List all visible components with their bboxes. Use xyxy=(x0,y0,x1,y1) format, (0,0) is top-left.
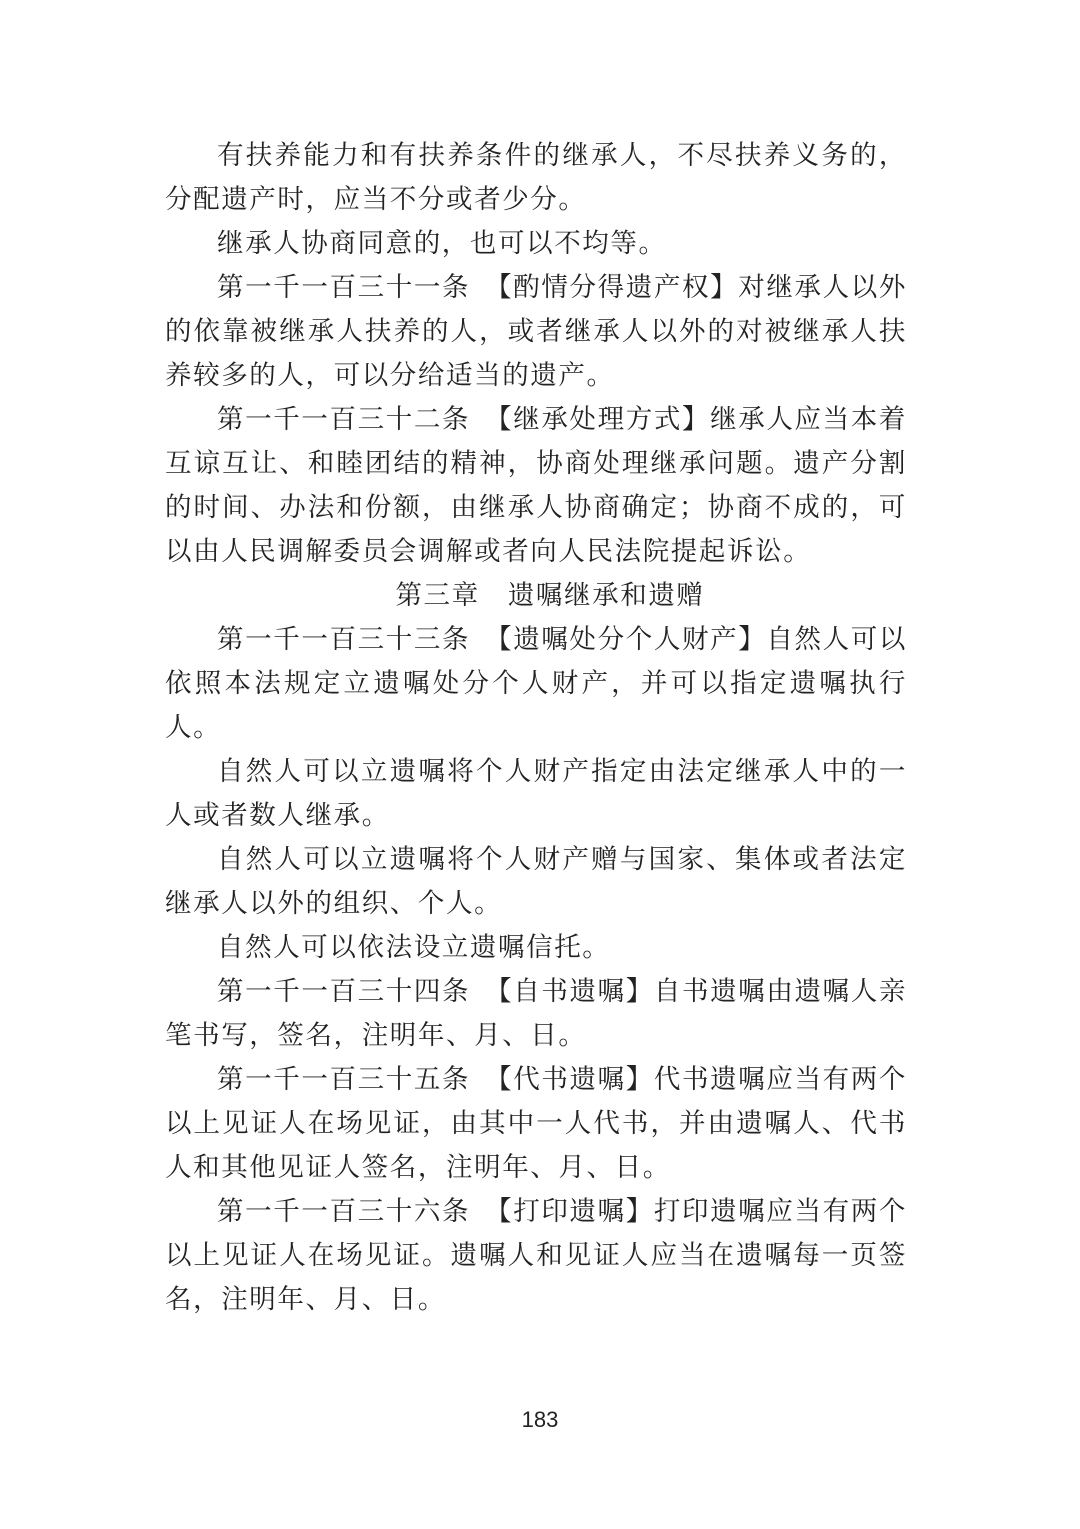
paragraph: 自然人可以依法设立遗嘱信托。 xyxy=(217,932,611,963)
paragraph: 自然人可以立遗嘱将个人财产指定由法定继承人中的一人或者数人继承。 xyxy=(165,756,907,831)
page-number: 183 xyxy=(521,1407,559,1432)
article-1132: 第一千一百三十二条 【继承处理方式】继承人应当本着互谅互让、和睦团结的精神，协商处理继承问题。遗产分割的时间、办法和份额，由继承人协商确定；协商不成的，可以由人民调解委员会调解或者向人民法院提起诉讼。 xyxy=(165,404,907,567)
paragraph: 继承人协商同意的，也可以不均等。 xyxy=(217,228,667,259)
article-1131: 第一千一百三十一条 【酌情分得遗产权】对继承人以外的依靠被继承人扶养的人，或者继承人以外的对被继承人扶养较多的人，可以分给适当的遗产。 xyxy=(165,272,907,391)
article-1136: 第一千一百三十六条 【打印遗嘱】打印遗嘱应当有两个以上见证人在场见证。遗嘱人和见证人应当在遗嘱每一页签名，注明年、月、日。 xyxy=(165,1196,907,1315)
article-1134: 第一千一百三十四条 【自书遗嘱】自书遗嘱由遗嘱人亲笔书写，签名，注明年、月、日。 xyxy=(165,976,907,1051)
page-body xyxy=(165,134,907,1322)
chapter-heading: 第三章 遗嘱继承和遗赠 xyxy=(395,580,705,611)
paragraph: 有扶养能力和有扶养条件的继承人，不尽扶养义务的，分配遗产时，应当不分或者少分。 xyxy=(165,140,907,215)
article-1135: 第一千一百三十五条 【代书遗嘱】代书遗嘱应当有两个以上见证人在场见证，由其中一人代书，并由遗嘱人、代书人和其他见证人签名，注明年、月、日。 xyxy=(165,1064,907,1183)
paragraph: 自然人可以立遗嘱将个人财产赠与国家、集体或者法定继承人以外的组织、个人。 xyxy=(165,844,907,919)
article-1133: 第一千一百三十三条 【遗嘱处分个人财产】自然人可以依照本法规定立遗嘱处分个人财产，并可以指定遗嘱执行人。 xyxy=(165,624,907,743)
